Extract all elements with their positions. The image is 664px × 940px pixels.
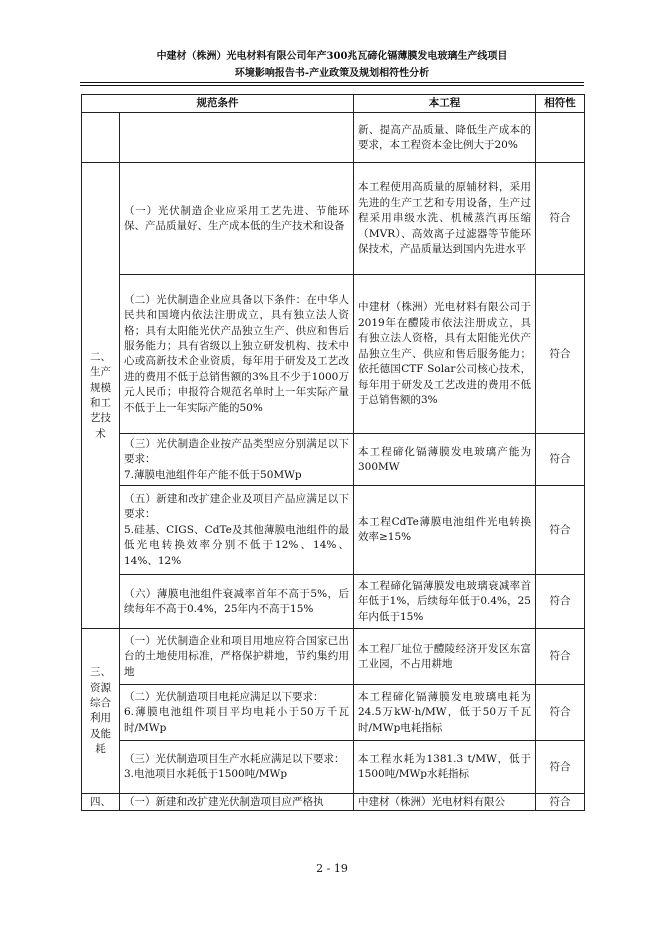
project-cell: 中建材（株洲）光电材料有限公司于2019年在醴陵市依法注册成立，具有独立法人资格，具有太阳能光伏产品独立生产、供应和售后服务能力；依托德国CTF Solar公司核心技术，每年用于研发及工艺改进的费用不低于总销售额的3% [354,275,536,434]
header-proj: 本工程 [354,95,536,113]
header-rule-thin [80,85,584,86]
table-row [82,113,585,163]
header-project-title: 中建材（株洲）光电材料有限公司年产300兆瓦碲化镉薄膜发电玻璃生产线项目 [156,51,508,62]
condition-cell [120,113,354,163]
compliance-cell: 符合 [536,275,585,434]
project-cell: 本工程碲化镉薄膜发电玻璃电耗为24.5万kW·h/MW，低于50万千瓦时/MWp电耗指标 [354,685,536,741]
policy-compliance-table [81,94,585,811]
project-cell: 本工程厂址位于醴陵经济开发区东富工业园，不占用耕地 [354,629,536,685]
project-cell: 本工程水耗为1381.3 t/MW，低于1500吨/MWp水耗指标 [354,741,536,794]
category-cell: 三、资源综合利用及能耗 [82,629,120,794]
project-cell: 新、提高产品质量、降低生产成本的要求，本工程资本金比例大于20% [354,113,536,163]
condition-cell: （六）薄膜电池组件衰减率首年不高于5%，后续每年不高于0.4%，25年内不高于15% [120,575,354,629]
page-number: 2 - 19 [316,862,348,875]
compliance-cell: 符合 [536,163,585,275]
header-fit: 相符性 [536,95,585,113]
condition-cell: （三）光伏制造企业按产品类型应分别满足以下要求： 7.薄膜电池组件年产能不低于50MWp [120,434,354,486]
project-cell: 本工程碲化镉薄膜发电玻璃产能为300MW [354,434,536,486]
condition-cell: （五）新建和改扩建企业及项目产品应满足以下要求： 5.硅基、CIGS、CdTe及其他薄膜电池组件的最低光电转换效率分别不低于12%、14%、14%、12% [120,486,354,575]
table-row [82,275,585,434]
compliance-cell: 符合 [536,685,585,741]
table-row [82,794,585,811]
table-header-row [82,95,585,113]
header-cond: 规范条件 [82,95,354,113]
compliance-cell: 符合 [536,434,585,486]
project-cell: 本工程碲化镉薄膜发电玻璃衰减率首年低于1%，后续每年低于0.4%，25年内低于15% [354,575,536,629]
compliance-cell: 符合 [536,794,585,811]
condition-cell: （一）新建和改扩建光伏制造项目应严格执 [120,794,354,811]
category-cell: 二、生产规模和工艺技术 [82,163,120,629]
table-row [82,163,585,275]
project-cell: 中建材（株洲）光电材料有限公 [354,794,536,811]
table-row [82,629,585,685]
compliance-cell [536,113,585,163]
category-cell [82,113,120,163]
condition-cell: （一）光伏制造企业应采用工艺先进、节能环保、产品质量好、生产成本低的生产技术和设备 [120,163,354,275]
condition-cell: （二）光伏制造项目电耗应满足以下要求： 6.薄膜电池组件项目平均电耗小于50万千瓦时/MWp [120,685,354,741]
header-report-section: 环境影响报告书-产业政策及规划相符性分析 [234,68,430,79]
compliance-cell: 符合 [536,575,585,629]
category-cell: 四、 [82,794,120,811]
project-cell: 本工程使用高质量的原辅材料，采用先进的生产工艺和专用设备，生产过程采用串级水洗、机械蒸汽再压缩（MVR）、高效离子过滤器等节能环保技术，产品质量达到国内先进水平 [354,163,536,275]
compliance-cell: 符合 [536,629,585,685]
compliance-cell: 符合 [536,486,585,575]
compliance-cell: 符合 [536,741,585,794]
table-row [82,741,585,794]
table-row [82,575,585,629]
condition-cell: （一）光伏制造企业和项目用地应符合国家已出台的土地使用标准，严格保护耕地，节约集约用地 [120,629,354,685]
condition-cell: （二）光伏制造企业应具备以下条件：在中华人民共和国境内依法注册成立，具有独立法人资格；具有太阳能光伏产品独立生产、供应和售后服务能力；具有省级以上独立研发机构、技术中心或高新技术企业资质，每年用于研发及工艺改进的费用不低于总销售额的3%且不少于1000万元人民币；申报符合规范名单时上一年实际产量不低于上一年实际产能的50% [120,275,354,434]
header-rule-thick [80,82,584,83]
table-row [82,685,585,741]
condition-cell: （三）光伏制造项目生产水耗应满足以下要求： 3.电池项目水耗低于1500吨/MWp [120,741,354,794]
project-cell: 本工程CdTe薄膜电池组件光电转换效率≥15% [354,486,536,575]
table-row [82,434,585,486]
table-row [82,486,585,575]
